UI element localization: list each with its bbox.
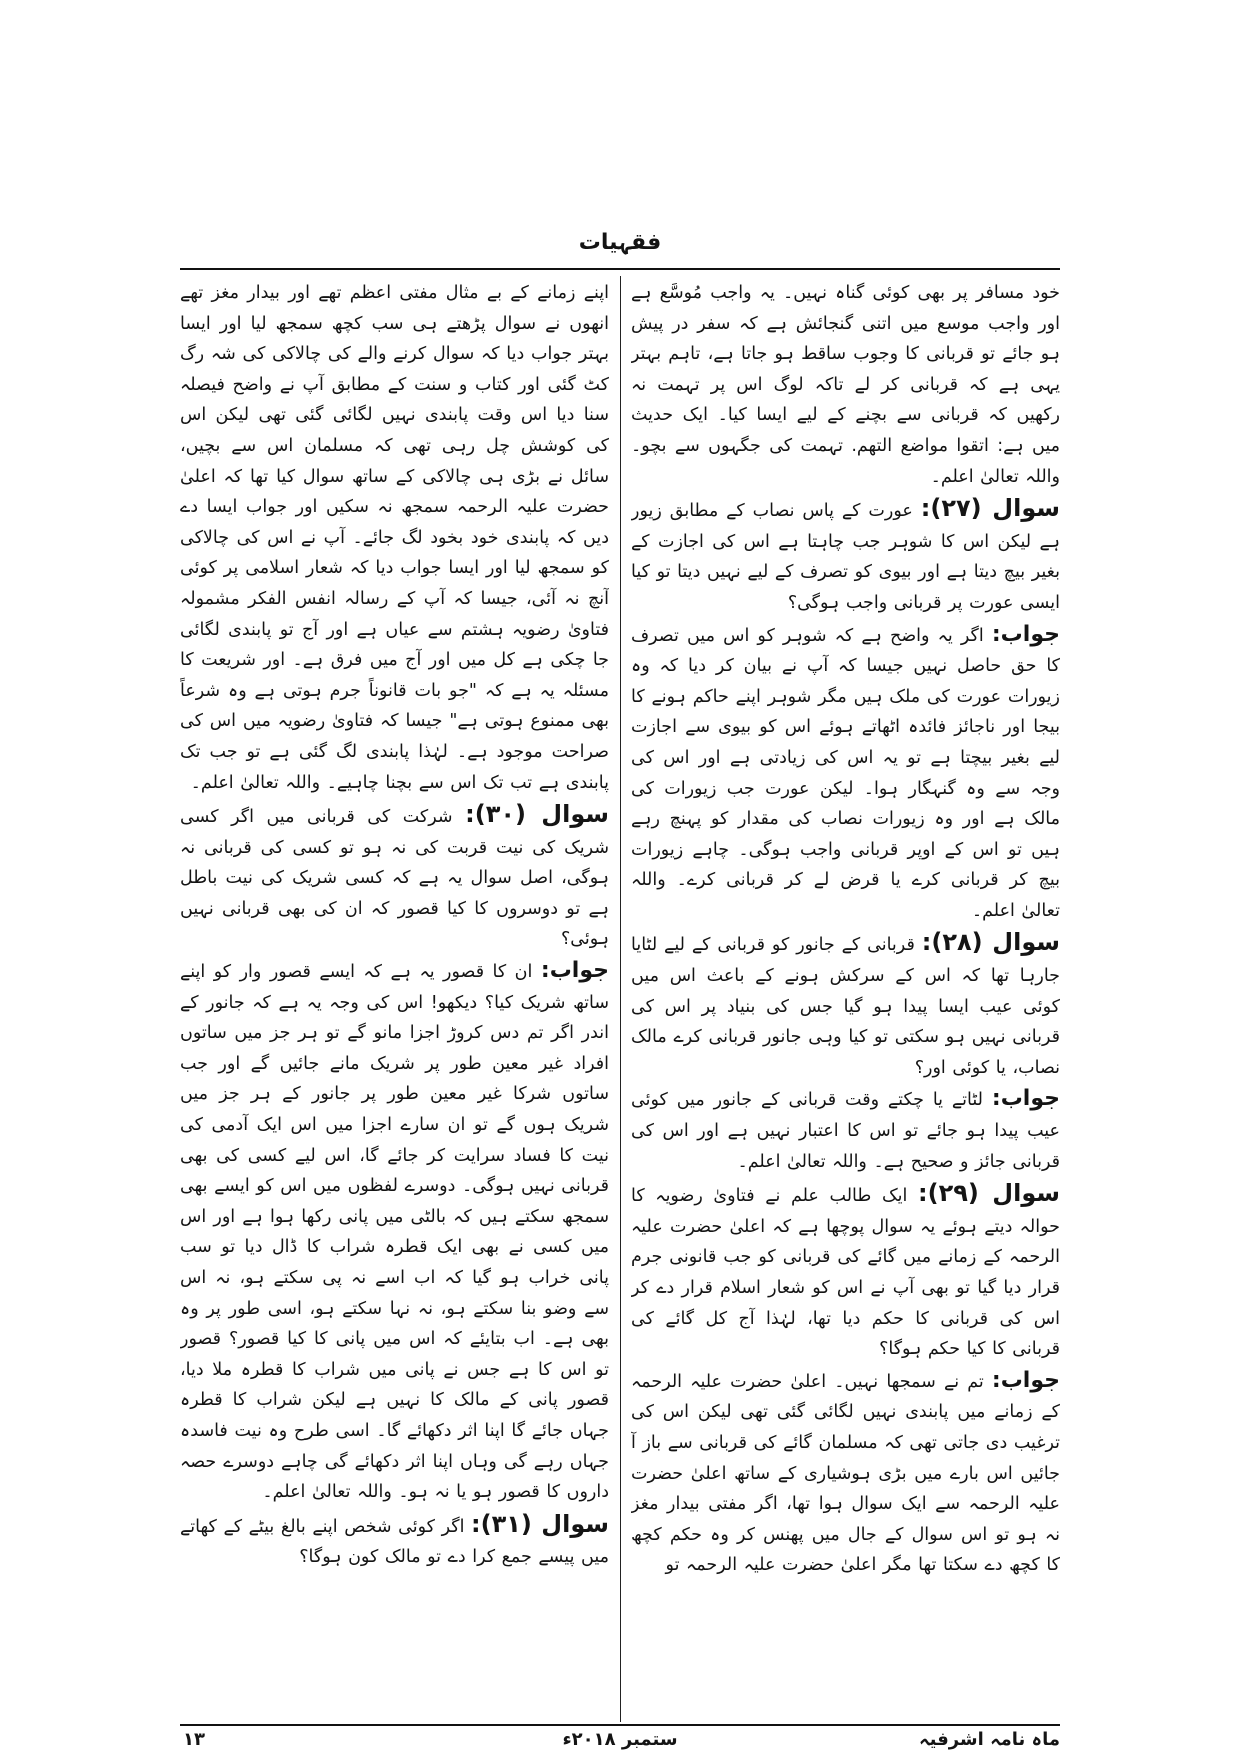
question-30 xyxy=(180,799,609,955)
question-28 xyxy=(631,927,1060,1083)
question-27 xyxy=(631,493,1060,618)
answer-27 xyxy=(631,620,1060,927)
page-number: ۱۳ xyxy=(183,1729,205,1750)
page-title: فقہیات xyxy=(578,230,662,255)
question-heading: سوال (۲۹): xyxy=(918,1179,1060,1208)
paragraph xyxy=(631,278,1060,492)
right-column xyxy=(631,278,1060,1718)
question-heading: سوال (۳۰): xyxy=(465,800,609,829)
question-text: اگر کوئی شخص اپنے بالغ بیٹے کے کھاتے میں پیسے جمع کرا دے تو مالک کون ہوگا؟ xyxy=(180,1516,609,1568)
issue-date: ستمبر ۲۰۱۸ء xyxy=(562,1729,678,1750)
answer-heading: جواب: xyxy=(991,621,1060,647)
question-text: قربانی کے جانور کو قربانی کے لیے لٹایا جارہا تھا کہ اس کے سرکش ہونے کے باعث اس میں کوئی عیب ایسا پیدا ہو گیا جس کی بنیاد پر اس کی قربانی نہیں ہو سکتی تو کیا وہی جانور قربانی کرے مالک نصاب، یا کوئی اور؟ xyxy=(631,935,1060,1078)
question-heading: سوال (۳۱): xyxy=(471,1509,609,1538)
answer-heading: جواب: xyxy=(540,958,609,984)
header-rule xyxy=(180,268,1060,270)
paragraph xyxy=(180,278,609,798)
answer-29 xyxy=(631,1366,1060,1581)
question-text: عورت کے پاس نصاب کے مطابق زیور ہے لیکن اس کا شوہر جب چاہتا ہے اس کی اجازت کے بغیر بیچ دیتا ہے اور بیوی کو تصرف کے لیے نہیں دیتا تو کیا ایسی عورت پر قربانی واجب ہوگی؟ xyxy=(631,501,1060,613)
paragraph-text: خود مسافر پر بھی کوئی گناہ نہیں۔ یہ واجب مُوسَّع ہے اور واجب موسع میں اتنی گنجائش ہے کہ سفر در پیش ہو جائے تو قربانی کا وجوب ساقط ہو جاتا ہے، تاہم بہتر یہی ہے کہ قربانی کر لے تاکہ لوگ اس پر تہمت نہ رکھیں کہ قربانی سے بچنے کے لیے ایسا کیا۔ ایک حدیث میں ہے: اتقوا مواضع التھم. تہمت کی جگہوں سے بچو۔ واللہ تعالیٰ اعلم۔ xyxy=(631,283,1060,487)
question-heading: سوال (۲۷): xyxy=(920,494,1060,523)
answer-heading: جواب: xyxy=(991,1086,1060,1112)
answer-text: تم نے سمجھا نہیں۔ اعلیٰ حضرت علیہ الرحمہ کے زمانے میں پابندی نہیں لگائی گئی تھی لیکن اس کی ترغیب دی جاتی تھی کہ مسلمان گائے کی قربانی سے باز آ جائیں اس بارے میں بڑی ہوشیاری کے ساتھ اعلیٰ حضرت علیہ الرحمہ سے ایک سوال ہوا تھا، اگر مفتی بیدار مغز نہ ہو تو اس سوال کے جال میں پھنس کر وہ حکم کچھ کا کچھ دے سکتا تھا مگر اعلیٰ حضرت علیہ الرحمہ تو xyxy=(631,1371,1060,1576)
left-column xyxy=(180,278,609,1718)
answer-heading: جواب: xyxy=(991,1367,1060,1393)
answer-text: اگر یہ واضح ہے کہ شوہر کو اس میں تصرف کا حق حاصل نہیں جیسا کہ آپ نے بیان کر دیا کہ وہ زیورات عورت کی ملک ہیں مگر شوہر اپنے حاکم ہونے کا بیجا اور ناجائز فائدہ اٹھاتے ہوئے اس کو بیوی سے اجازت لیے بغیر بیچتا ہے تو یہ اس کی زیادتی ہے اور اس کی وجہ سے وہ گنہگار ہوا۔ لیکن عورت جب زیورات کی مالک ہے اور وہ زیورات نصاب کی مقدار کو پہنچ رہے ہیں تو اس کے اوپر قربانی واجب ہوگی۔ چاہے زیورات بیچ کر قربانی کرے یا قرض لے کر قربانی کرے۔ واللہ تعالیٰ اعلم۔ xyxy=(631,625,1060,921)
answer-text: لٹاتے یا چکتے وقت قربانی کے جانور میں کوئی عیب پیدا ہو جائے تو اس کا اعتبار نہیں ہے اور اس کی قربانی جائز و صحیح ہے۔ واللہ تعالیٰ اعلم۔ xyxy=(631,1090,1060,1172)
question-text: ایک طالب علم نے فتاویٰ رضویہ کا حوالہ دیتے ہوئے یہ سوال پوچھا ہے کہ اعلیٰ حضرت علیہ الرحمہ کے زمانے میں گائے کی قربانی کو جب قانونی جرم قرار دیا گیا تو بھی آپ نے اس کو شعار اسلام قرار دے کر اس کی قربانی کا حکم دیا تھا، لہٰذا آج کل گائے کی قربانی کا کیا حکم ہوگا؟ xyxy=(631,1186,1060,1360)
magazine-name: ماہ نامہ اشرفیہ xyxy=(919,1729,1060,1750)
answer-28 xyxy=(631,1084,1060,1177)
question-31 xyxy=(180,1509,609,1573)
footer-rule xyxy=(180,1724,1060,1726)
answer-30 xyxy=(180,956,609,1508)
question-heading: سوال (۲۸): xyxy=(921,928,1060,957)
question-29 xyxy=(631,1178,1060,1365)
paragraph-text: اپنے زمانے کے بے مثال مفتی اعظم تھے اور بیدار مغز تھے انھوں نے سوال پڑھتے ہی سب کچھ سمجھ لیا اور ایسا بہتر جواب دیا کہ سوال کرنے والے کی چالاکی کی شہ رگ کٹ گئی اور کتاب و سنت کے مطابق آپ نے واضح فیصلہ سنا دیا اس وقت پابندی نہیں لگائی گئی تھی لیکن اس کی کوشش چل رہی تھی کہ مسلمان اس سے بچیں، سائل نے بڑی ہی چالاکی کے ساتھ سوال کیا تھا کہ اعلیٰ حضرت علیہ الرحمہ سمجھ نہ سکیں اور جواب ایسا دے دیں کہ پابندی خود بخود لگ جائے۔ آپ نے اس کی چالاکی کو سمجھ لیا اور ایسا جواب دیا کہ شعار اسلامی پر کوئی آنچ نہ آئی، جیسا کہ آپ کے رسالہ انفس الفکر مشمولہ فتاویٰ رضویہ ہشتم سے عیاں ہے اور آج تو پابندی لگائی جا چکی ہے کل میں اور آج میں فرق ہے۔ اور شریعت کا مسئلہ یہ ہے کہ "جو بات قانوناً جرم ہوتی ہے وہ شرعاً بھی ممنوع ہوتی ہے" جیسا کہ فتاویٰ رضویہ میں اس کی صراحت موجود ہے۔ لہٰذا پابندی لگ گئی ہے تو جب تک پابندی ہے تب تک اس سے بچنا چاہیے۔ واللہ تعالیٰ اعلم۔ xyxy=(180,283,609,793)
answer-text: ان کا قصور یہ ہے کہ ایسے قصور وار کو اپنے ساتھ شریک کیا؟ دیکھو! اس کی وجہ یہ ہے کہ جانور کے اندر اگر تم دس کروڑ اجزا مانو گے تو ہر جز میں ساتوں افراد غیر معین طور پر شریک مانے جائیں گے اور جب ساتوں شرکا غیر معین طور پر جانور کے ہر جز میں شریک ہوں گے تو ان سارے اجزا میں اس ایک آدمی کی نیت کا فساد سرایت کر جائے گا، اس لیے کسی کی بھی قربانی نہیں ہوگی۔ دوسرے لفظوں میں اس کو ایسے بھی سمجھ سکتے ہیں کہ بالٹی میں پانی رکھا ہوا ہے اور اس میں کسی نے بھی ایک قطرہ شراب کا ڈال دیا تو سب پانی خراب ہو گیا کہ اب اسے نہ پی سکتے ہو، نہ اس سے وضو بنا سکتے ہو، نہ نہا سکتے ہو، اسی طور پر وہ بھی ہے۔ اب بتایئے کہ اس میں پانی کا کیا قصور؟ قصور تو اس کا ہے جس نے پانی میں شراب کا قطرہ ملا دیا، قصور پانی کے مالک کا نہیں ہے لیکن شراب کا قطرہ جہاں جائے گا اپنا اثر دکھائے گا۔ اسی طرح وہ نیت فاسدہ جہاں رہے گی وہاں اپنا اثر دکھائے گی چاہے دوسرے حصہ داروں کا قصور ہو یا نہ ہو۔ واللہ تعالیٰ اعلم۔ xyxy=(180,962,609,1503)
column-divider xyxy=(620,276,621,1722)
question-text: شرکت کی قربانی میں اگر کسی شریک کی نیت قربت کی نہ ہو تو کسی کی قربانی نہ ہوگی، اصل سوال یہ ہے کہ کسی شریک کی نیت باطل ہے تو دوسروں کا کیا قصور کہ ان کی بھی قربانی نہیں ہوئی؟ xyxy=(180,807,609,950)
